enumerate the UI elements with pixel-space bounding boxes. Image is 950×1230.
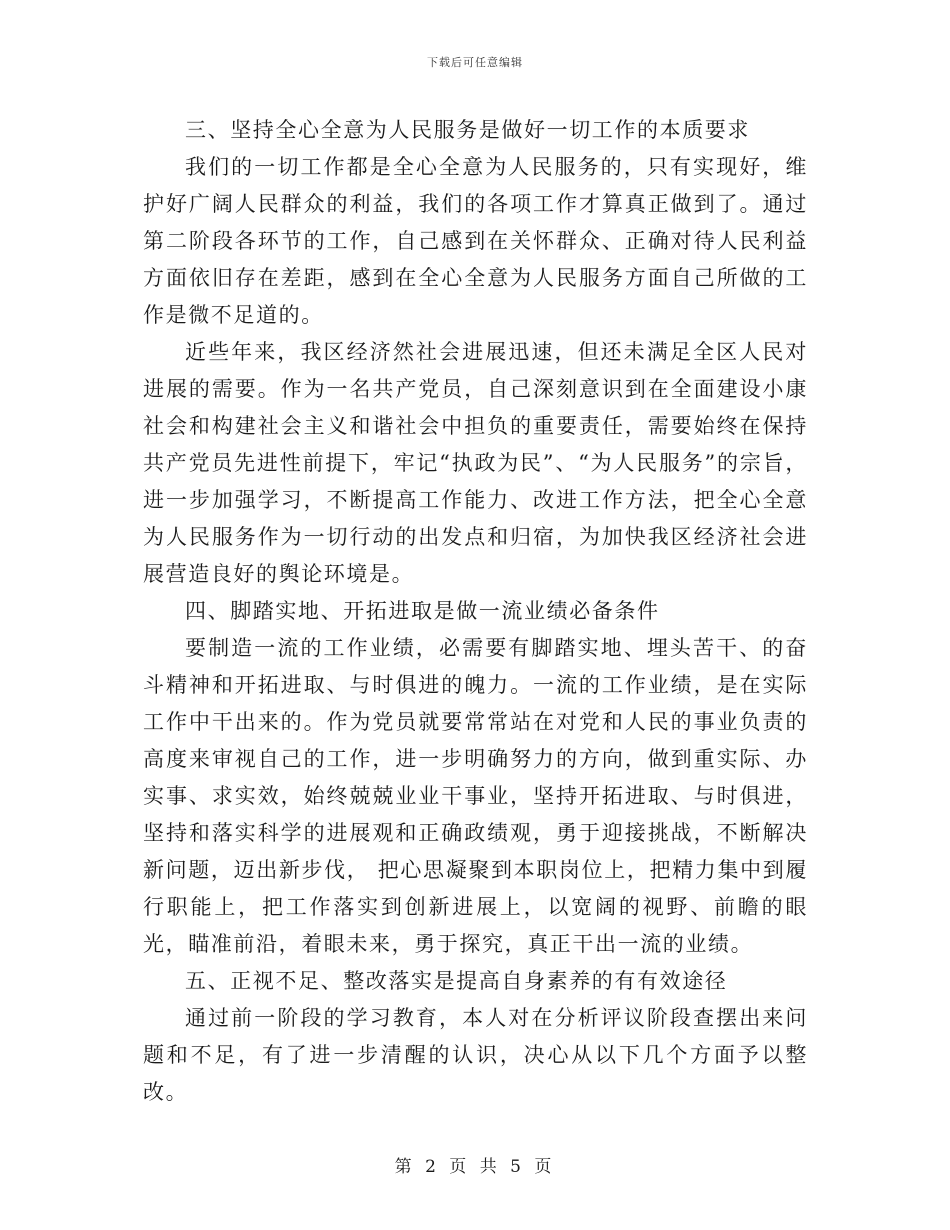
header-note: 下载后可任意编辑 bbox=[427, 56, 523, 69]
body-paragraph: 通过前一阶段的学习教育，本人对在分析评议阶段查摆出来问题和不足，有了进一步清醒的认识，决心从以下几个方面予以整改。 bbox=[143, 1006, 808, 1104]
section-heading-4: 四、脚踏实地、开拓进取是做一流业绩必备条件 bbox=[185, 599, 660, 623]
body-paragraph: 近些年来，我区经济然社会进展迅速，但还未满足全区人民对进展的需要。作为一名共产党员，自己深刻意识到在全面建设小康社会和构建社会主义和谐社会中担负的重要责任，需要始终在保持共产党员先进性前提下，牢记“执政为民”、“为人民服务”的宗旨，进一步加强学习，不断提高工作能力、改进工作方法，把全心全意为人民服务作为一切行动的出发点和归宿，为加快我区经济社会进展营造良好的舆论环境是。 bbox=[143, 340, 808, 586]
section-heading-3: 三、坚持全心全意为人民服务是做好一切工作的本质要求 bbox=[185, 118, 750, 142]
section-heading-5: 五、正视不足、整改落实是提高自身素养的有有效途径 bbox=[185, 969, 728, 993]
body-paragraph: 要制造一流的工作业绩，必需要有脚踏实地、埋头苦干、的奋斗精神和开拓进取、与时俱进的魄力。一流的工作业绩，是在实际工作中干出来的。作为党员就要常常站在对党和人民的事业负责的高度来审视自己的工作，进一步明确努力的方向，做到重实际、办实事、求实效，始终兢兢业业干事业，坚持开拓进取、与时俱进，坚持和落实科学的进展观和正确政绩观，勇于迎接挑战，不断解决新问题，迈出新步伐， 把心思凝聚到本职岗位上，把精力集中到履行职能上，把工作落实到创新进展上，以宽阔的视野、前瞻的眼光，瞄准前沿，着眼未来，勇于探究，真正干出一流的业绩。 bbox=[143, 636, 808, 956]
document-body bbox=[143, 112, 808, 1111]
page-number: 第 2 页 共 5 页 bbox=[394, 1157, 556, 1177]
body-paragraph: 我们的一切工作都是全心全意为人民服务的，只有实现好，维护好广阔人民群众的利益，我们的各项工作才算真正做到了。通过第二阶段各环节的工作，自己感到在关怀群众、正确对待人民利益方面依旧存在差距，感到在全心全意为人民服务方面自己所做的工作是微不足道的。 bbox=[143, 155, 808, 327]
